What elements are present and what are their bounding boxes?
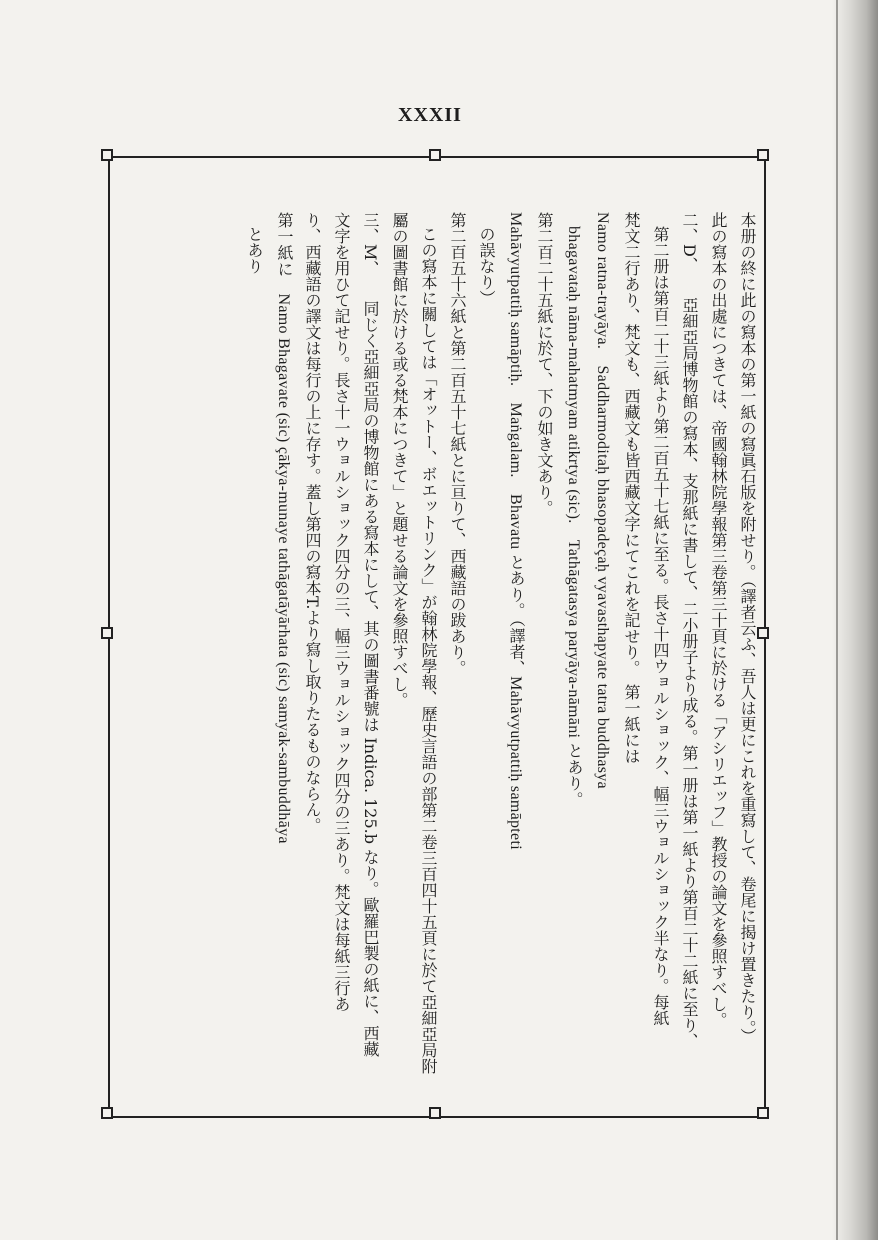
text-column: の誤なり）: [477, 226, 496, 306]
text-column: 第二百二十五紙に於て、下の如き文あり。: [535, 212, 554, 516]
binding-edge-line: [836, 0, 838, 1240]
text-column: この寫本に關しては「オットー、ボエットリンク」が翰林院學報、歷史言語の部第二卷三百四十五頁に於て亞細亞局附: [419, 226, 438, 1074]
text-column-roman: Namo ratna-trayāya. Saddharmoditaḥ bhasopadeçaḥ vyavasthapyate tatra buddhasya: [594, 212, 611, 789]
text-column: 此の寫本の出處につきては、帝國翰林院學報第三卷第三十頁に於ける「アシリエッフ」教授の論文を參照すべし。: [709, 212, 728, 1028]
text-column: 二、D、 亞細亞局博物館の寫本、支那紙に書して、二小册子より成る。第一册は第一紙より第百二十二紙に至り、: [680, 212, 699, 1049]
text-column: 第二册は第百二十三紙より第二百五十七紙に至る。長さ十四ウョルショック、幅三ウョルショック半なり。每紙: [651, 226, 670, 1026]
text-column-roman: Mahāvyutpattiḥ samāptiḥ. Maṅgalam. Bhavatu とあり。（譯者、Mahāvyutpattiḥ samāpteti: [507, 212, 524, 850]
text-column: 屬の圖書館に於ける或る梵本につきて」と題せる論文を參照すべし。: [390, 212, 409, 708]
binding-edge-shadow: [832, 0, 878, 1240]
text-column: 第二百五十六紙と第二百五十七紙とに亘りて、西藏語の跋あり。: [448, 212, 467, 676]
vertical-text-body: [108, 156, 762, 1114]
text-column-roman: bhagavataḥ nāma-mahatmyam atikrtya (sic). Tathāgatasya paryāya-nāmāni とあり。: [565, 226, 582, 808]
text-column: 本册の終に此の寫本の第一紙の寫眞石版を附せり。（譯者云ふ、吾人は更にこれを重寫して、卷尾に揭け置きたり。）: [738, 212, 757, 1044]
text-column: とあり: [245, 226, 264, 274]
text-column: 文字を用ひて記せり。長さ十一ウョルショック四分の三、幅三ウョルショック四分の三あり。梵文は每紙三行あ: [332, 212, 351, 1012]
text-column: り、西藏語の譯文は每行の上に存す。蓋し第四の寫本T.より寫し取りたるものならん。: [303, 212, 322, 834]
text-column-roman: 第一紙に Namo Bhagavate (sic) çākya-munaye tathāgatāyārhata (sic) samyak-sambuddhāya: [275, 212, 292, 844]
page-number: XXXII: [398, 104, 462, 126]
text-column: 梵文二行あり、梵文も、西藏文も皆西藏文字にてこれを記せり。 第一紙には: [622, 212, 641, 764]
text-column: 三、M、 同じく亞細亞局の博物館にある寫本にして、其の圖書番號は Indica. 125.b なり。歐羅巴製の紙に、西藏: [361, 212, 380, 1058]
